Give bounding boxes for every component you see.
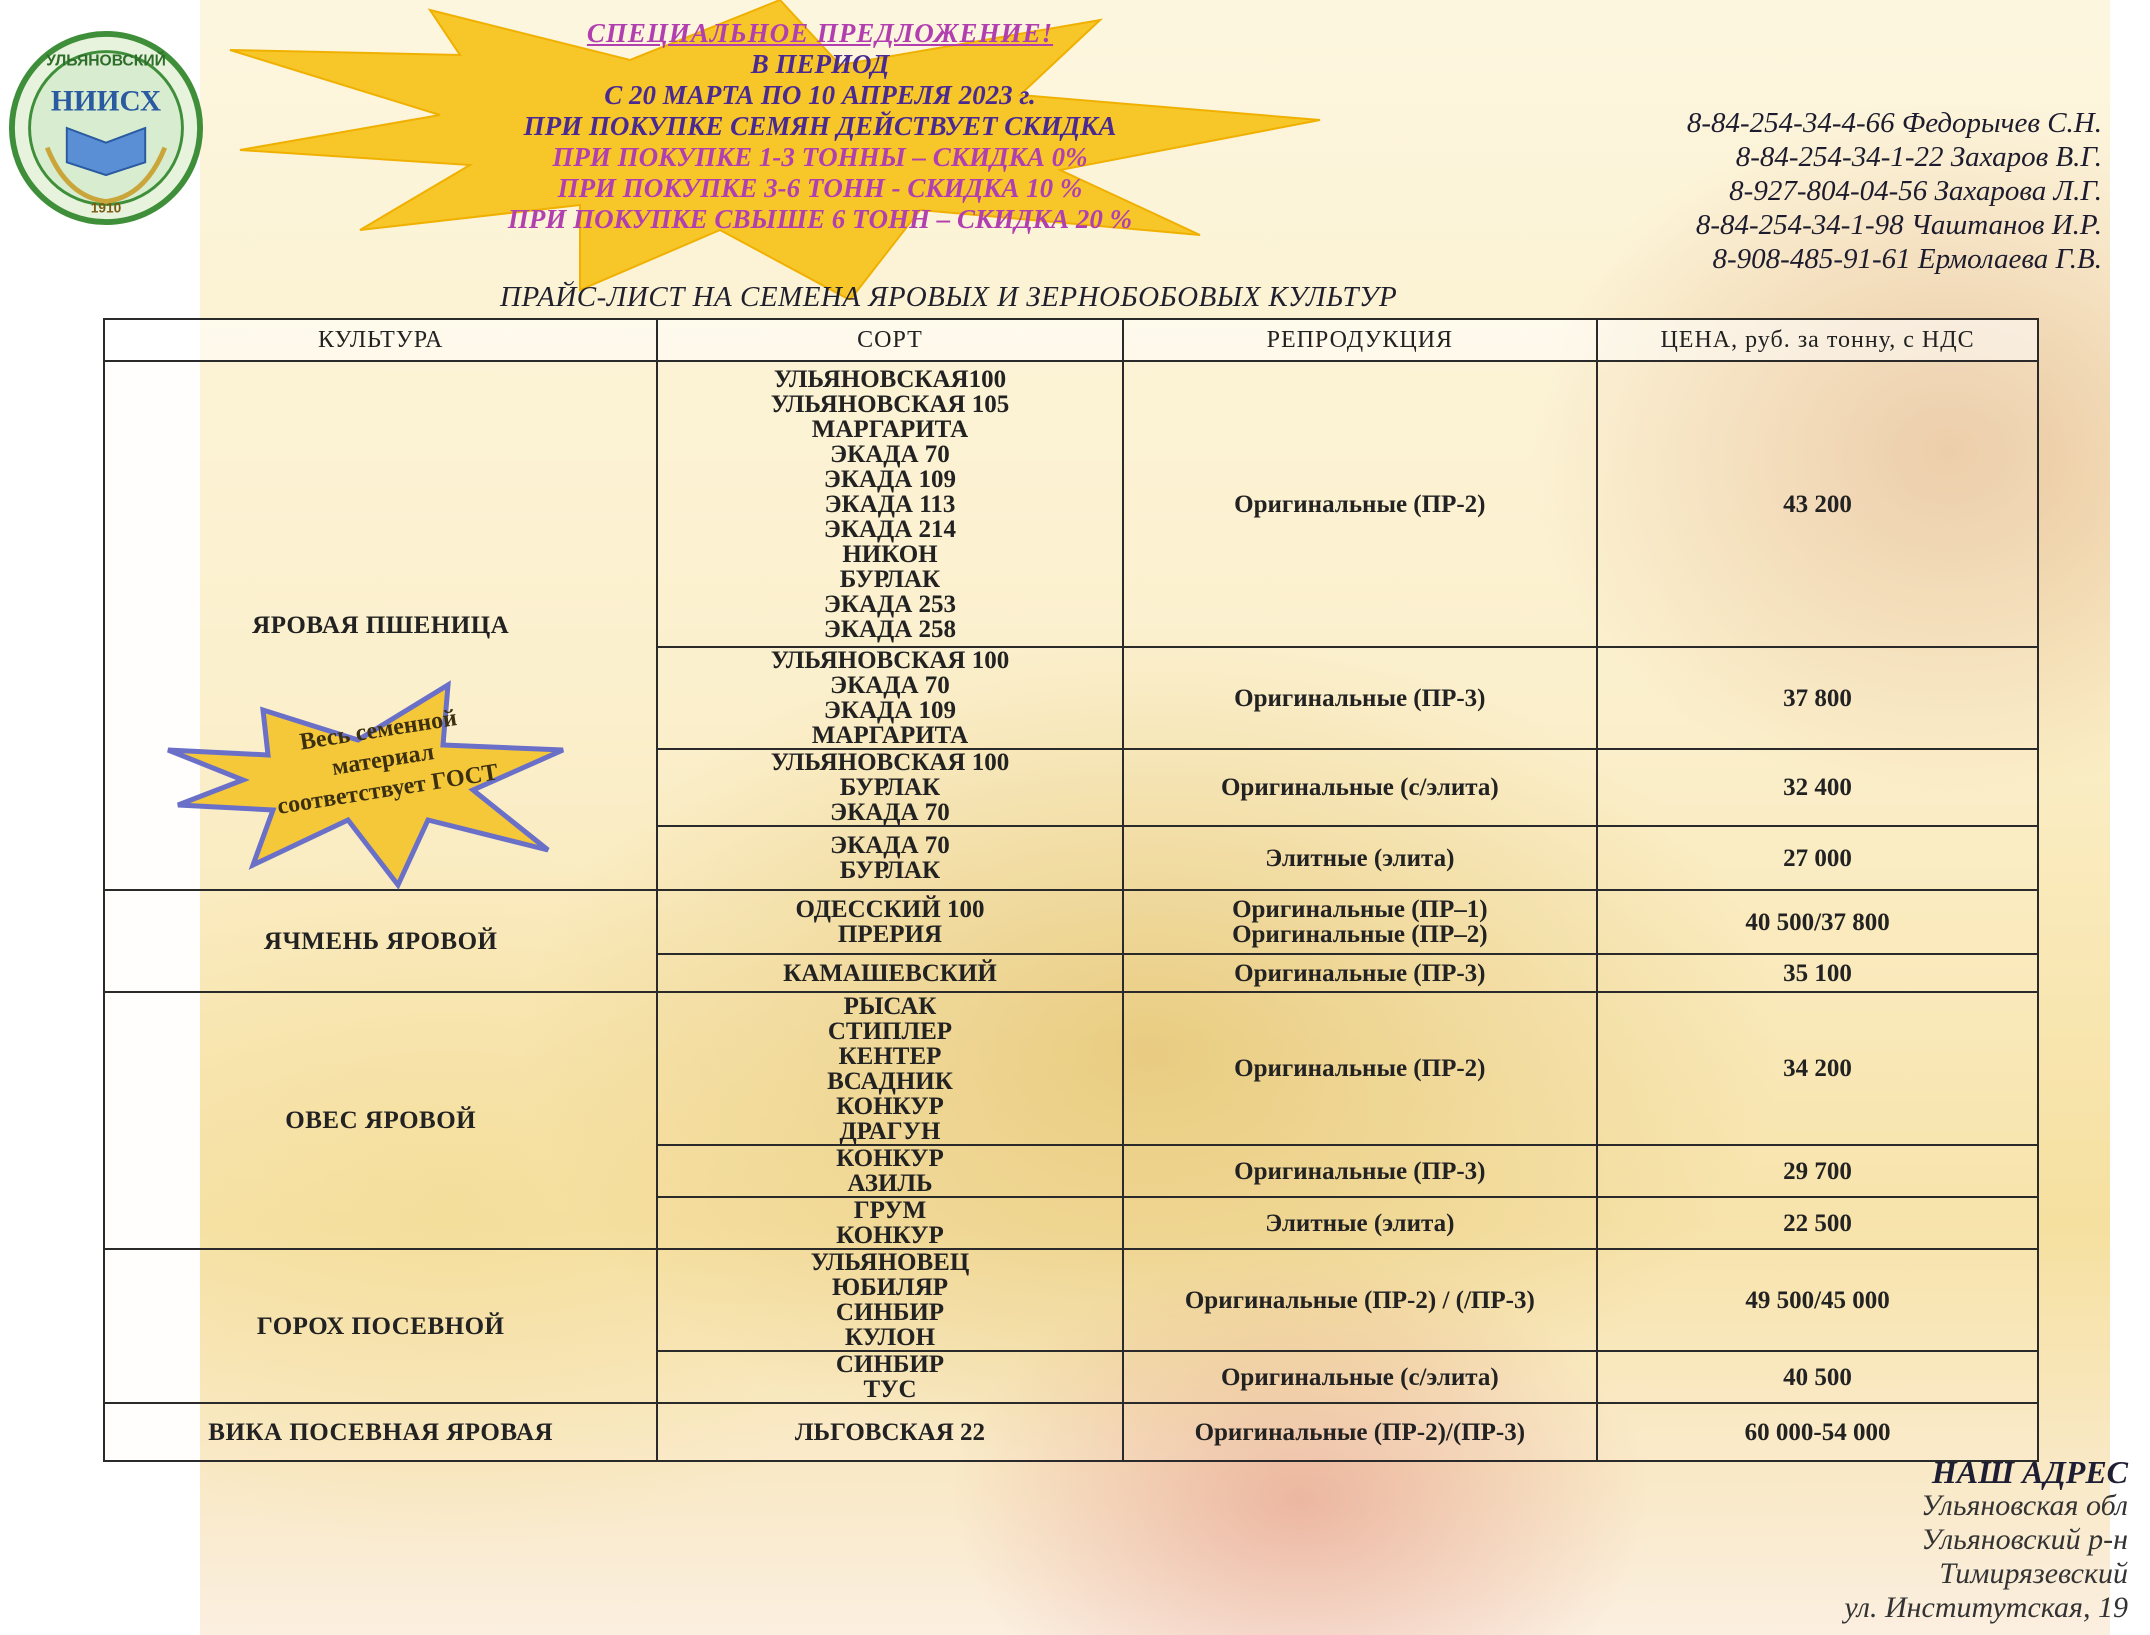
- address-block: [1844, 1455, 2128, 1625]
- reproduction-cell: Оригинальные (ПР-2): [1123, 992, 1598, 1145]
- contact-line: 8-84-254-34-1-98 Чаштанов И.Р.: [1695, 209, 2102, 241]
- header-reproduction: РЕПРОДУКЦИЯ: [1123, 319, 1598, 361]
- header-crop: КУЛЬТУРА: [104, 319, 657, 361]
- offer-line-7: ПРИ ПОКУПКЕ СВЫШЕ 6 ТОНН – СКИДКА 20 %: [507, 204, 1133, 234]
- table-row: [104, 1403, 2038, 1461]
- logo-top-text: УЛЬЯНОВСКИЙ: [46, 52, 166, 70]
- crop-oats: ОВЕС ЯРОВОЙ: [104, 992, 657, 1249]
- table-row: [104, 890, 2038, 954]
- reproduction-cell: Оригинальные (ПР-3): [1123, 647, 1598, 749]
- price-cell: 34 200: [1597, 992, 2038, 1145]
- crop-wheat: ЯРОВАЯ ПШЕНИЦА: [104, 361, 657, 890]
- offer-line-6: ПРИ ПОКУПКЕ 3-6 ТОНН - СКИДКА 10 %: [557, 173, 1083, 203]
- variety-cell: УЛЬЯНОВЕЦ ЮБИЛЯР СИНБИР КУЛОН: [657, 1249, 1122, 1351]
- offer-line-2: В ПЕРИОД: [750, 49, 890, 79]
- price-list-title: ПРАЙС-ЛИСТ НА СЕМЕНА ЯРОВЫХ И ЗЕРНОБОБОВЫХ КУЛЬТУР: [500, 281, 1398, 313]
- variety-cell: УЛЬЯНОВСКАЯ 100 ЭКАДА 70 ЭКАДА 109 МАРГАРИТА: [657, 647, 1122, 749]
- price-cell: 29 700: [1597, 1145, 2038, 1197]
- reproduction-cell: Элитные (элита): [1123, 1197, 1598, 1249]
- crop-vetch: ВИКА ПОСЕВНАЯ ЯРОВАЯ: [104, 1403, 657, 1461]
- logo-year: 1910: [90, 200, 122, 216]
- variety-cell: КАМАШЕВСКИЙ: [657, 954, 1122, 992]
- table-row: [104, 1249, 2038, 1351]
- price-cell: 49 500/45 000: [1597, 1249, 2038, 1351]
- price-cell: 60 000-54 000: [1597, 1403, 2038, 1461]
- variety-cell: ЭКАДА 70 БУРЛАК: [657, 826, 1122, 890]
- price-cell: 40 500: [1597, 1351, 2038, 1403]
- crop-barley: ЯЧМЕНЬ ЯРОВОЙ: [104, 890, 657, 992]
- header-price: ЦЕНА, руб. за тонну, с НДС: [1597, 319, 2038, 361]
- right-margin: [2110, 0, 2150, 1635]
- reproduction-cell: Оригинальные (ПР-3): [1123, 954, 1598, 992]
- niish-logo: [8, 30, 204, 226]
- variety-cell: ГРУМ КОНКУР: [657, 1197, 1122, 1249]
- variety-cell: ЛЬГОВСКАЯ 22: [657, 1403, 1122, 1461]
- price-cell: 22 500: [1597, 1197, 2038, 1249]
- contact-line: 8-927-804-04-56 Захарова Л.Г.: [1729, 175, 2102, 207]
- contact-line: 8-908-485-91-61 Ермолаева Г.В.: [1712, 243, 2102, 275]
- address-line: Ульяновский р-н: [1921, 1523, 2128, 1556]
- price-cell: 37 800: [1597, 647, 2038, 749]
- crop-peas: ГОРОХ ПОСЕВНОЙ: [104, 1249, 657, 1403]
- price-cell: 35 100: [1597, 954, 2038, 992]
- price-table: [103, 318, 2039, 1462]
- variety-cell: ОДЕССКИЙ 100 ПРЕРИЯ: [657, 890, 1122, 954]
- offer-line-1: СПЕЦИАЛЬНОЕ ПРЕДЛОЖЕНИЕ!: [586, 18, 1054, 48]
- reproduction-cell: Оригинальные (ПР–1) Оригинальные (ПР–2): [1123, 890, 1598, 954]
- offer-line-3: С 20 МАРТА ПО 10 АПРЕЛЯ 2023 г.: [604, 80, 1036, 110]
- reproduction-cell: Оригинальные (ПР-2)/(ПР-3): [1123, 1403, 1598, 1461]
- reproduction-cell: Элитные (элита): [1123, 826, 1598, 890]
- table-header-row: [104, 319, 2038, 361]
- variety-cell: РЫСАК СТИПЛЕР КЕНТЕР ВСАДНИК КОНКУР ДРАГУН: [657, 992, 1122, 1145]
- logo-abbr: НИИСХ: [50, 85, 162, 118]
- variety-cell: СИНБИР ТУС: [657, 1351, 1122, 1403]
- reproduction-cell: Оригинальные (с/элита): [1123, 1351, 1598, 1403]
- reproduction-cell: Оригинальные (с/элита): [1123, 749, 1598, 826]
- contact-line: 8-84-254-34-1-22 Захаров В.Г.: [1735, 141, 2102, 173]
- reproduction-cell: Оригинальные (ПР-2): [1123, 361, 1598, 647]
- price-cell: 32 400: [1597, 749, 2038, 826]
- header-variety: СОРТ: [657, 319, 1122, 361]
- address-heading: НАШ АДРЕС: [1931, 1454, 2128, 1490]
- table-row: [104, 992, 2038, 1145]
- offer-line-4: ПРИ ПОКУПКЕ СЕМЯН ДЕЙСТВУЕТ СКИДКА: [523, 111, 1117, 141]
- gost-badge-text: Весь семенной материал соответствует ГОСТ: [275, 705, 500, 820]
- price-cell: 27 000: [1597, 826, 2038, 890]
- reproduction-cell: Оригинальные (ПР-3): [1123, 1145, 1598, 1197]
- variety-cell: УЛЬЯНОВСКАЯ 100 БУРЛАК ЭКАДА 70: [657, 749, 1122, 826]
- address-line: ул. Институтская, 19: [1844, 1591, 2128, 1624]
- contact-line: 8-84-254-34-4-66 Федорычев С.Н.: [1686, 107, 2102, 139]
- address-line: Тимирязевский: [1939, 1557, 2128, 1590]
- variety-cell: КОНКУР АЗИЛЬ: [657, 1145, 1122, 1197]
- price-cell: 43 200: [1597, 361, 2038, 647]
- contact-phones: [1687, 106, 2102, 276]
- price-cell: 40 500/37 800: [1597, 890, 2038, 954]
- offer-line-5: ПРИ ПОКУПКЕ 1-3 ТОННЫ – СКИДКА 0%: [552, 142, 1088, 172]
- special-offer: [420, 18, 1220, 235]
- table-row: [104, 361, 2038, 647]
- variety-cell: УЛЬЯНОВСКАЯ100 УЛЬЯНОВСКАЯ 105 МАРГАРИТА ЭКАДА 70 ЭКАДА 109 ЭКАДА 113 ЭКАДА 214 НИКОН БУРЛАК ЭКАДА 253 ЭКАДА 258: [657, 361, 1122, 647]
- address-line: Ульяновская обл: [1921, 1489, 2128, 1522]
- reproduction-cell: Оригинальные (ПР-2) / (/ПР-3): [1123, 1249, 1598, 1351]
